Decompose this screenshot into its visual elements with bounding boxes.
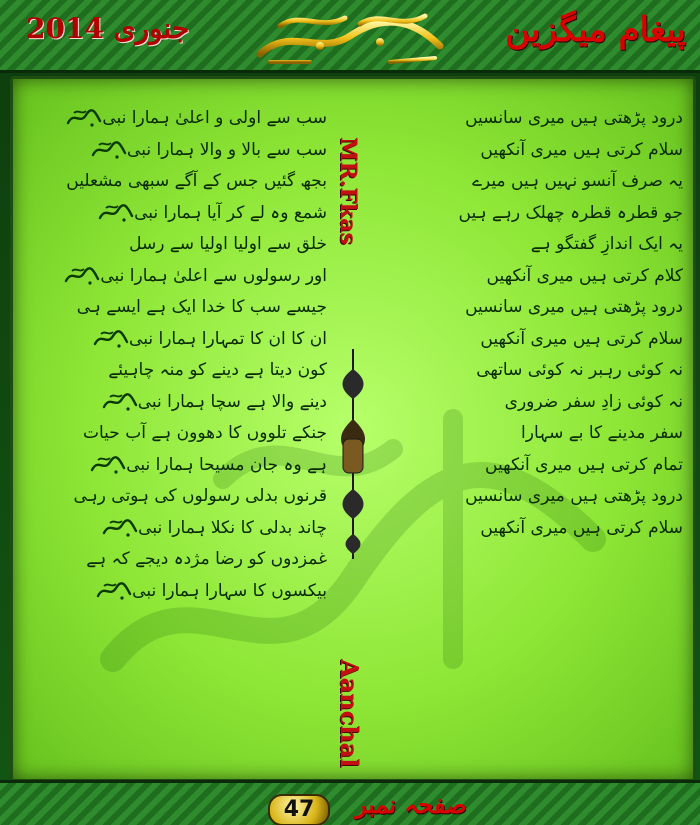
poem-line-text: سب سے بالا و والا ہمارا نبی [127,139,327,160]
author-label: MR.Fkas [335,137,361,245]
poem-line-text: بجھ گئیں جس کے آگے سبھی مشعلیں [66,171,327,191]
poem-line: سلام کرتی ہیں میری آنکھیں [480,517,683,538]
poem-line [35,450,327,482]
poem-line [35,135,327,167]
salawat-icon [91,139,127,161]
poem-line-text: کون دیتا ہے دینے کو منہ چاہیئے [108,360,327,380]
poem-line: سلام کرتی ہیں میری آنکھیں [480,328,683,349]
poem-line: سفر مدینے کا بے سہارا [521,423,683,443]
poem-left-column [35,103,327,607]
poem-line [35,544,327,576]
poem-line-text: دینے والا ہے سچا ہمارا نبی [137,391,327,412]
salawat-icon [66,107,102,129]
poem-line-text: غمزدوں کو رضا مژدہ دیجے کہ ہے [86,549,327,569]
salawat-icon [93,328,129,350]
poem-line [35,261,327,293]
poem-line: نہ کوئی زادِ سفر ضروری [504,391,683,412]
poem-line [35,166,327,198]
poem-line [35,198,327,230]
poem-right-column [393,103,683,544]
footer-bar [0,780,700,825]
poem-line [35,292,327,324]
ornament-divider [335,349,371,559]
poem-line [35,355,327,387]
poem-line-text: شمع وہ لے کر آیا ہمارا نبی [134,202,327,223]
salawat-icon [98,202,134,224]
poem-panel [10,76,696,782]
poem-line [35,481,327,513]
poem-line [35,576,327,608]
poem-line [35,418,327,450]
salawat-icon [64,265,100,287]
poem-line: تمام کرتی ہیں میری آنکھیں [485,454,683,475]
poem-line-text: سب سے اولی و اعلیٰ ہمارا نبی [102,108,327,128]
poem-line: کلام کرتی ہیں میری آنکھیں [486,265,683,286]
poem-line: یہ صرف آنسو نہیں ہیں میرے [472,171,683,191]
poem-line-text: اور رسولوں سے اعلیٰ ہمارا نبی [100,265,327,286]
poem-line-text: خلق سے اولیا اولیا سے رسل [129,234,327,254]
issue-date: جنوری 2014 [26,12,190,45]
poem-line: درود پڑھتی ہیں میری سانسیں [465,486,683,506]
poem-line [35,324,327,356]
poem-line: جو قطرہ قطرہ چھلک رہے ہیں [458,202,683,223]
poem-line [35,229,327,261]
source-label: Aanchal [335,659,364,768]
poem-line [35,387,327,419]
poem-line [35,513,327,545]
page-number-badge: 47 [268,794,330,825]
poem-line-text: جنکے تلووں کا دھوون ہے آب حیات [82,423,327,443]
poem-line-text: جیسے سب کا خدا ایک ہے ایسے ہی [76,297,327,317]
magazine-title: پیغام میگزین [505,10,686,50]
poem-line: نہ کوئی رہبر نہ کوئی ساتھی [476,360,683,380]
poem-line [35,103,327,135]
salawat-icon [96,580,132,602]
salawat-icon [102,517,138,539]
poem-line-text: قرنوں بدلی رسولوں کی ہوتی رہی [73,486,327,506]
poem-line: درود پڑھتی ہیں میری سانسیں [465,297,683,317]
poem-line: درود پڑھتی ہیں میری سانسیں [465,108,683,128]
poem-line-text: ہے وہ جان مسیحا ہمارا نبی [126,454,327,475]
poem-line-text: ان کا ان کا تمہارا ہمارا نبی [129,328,327,349]
poem-line: سلام کرتی ہیں میری آنکھیں [480,139,683,160]
poem-line: یہ ایک اندازِ گفتگو ہے [530,234,683,254]
salawat-calligraphy-logo [250,6,450,68]
poem-line-text: چاند بدلی کا نکلا ہمارا نبی [138,517,327,538]
page-number-label: صفحہ نمبر [355,790,467,819]
salawat-icon [102,391,138,413]
salawat-icon [90,454,126,476]
poem-line-text: بیکسوں کا سہارا ہمارا نبی [132,580,327,601]
